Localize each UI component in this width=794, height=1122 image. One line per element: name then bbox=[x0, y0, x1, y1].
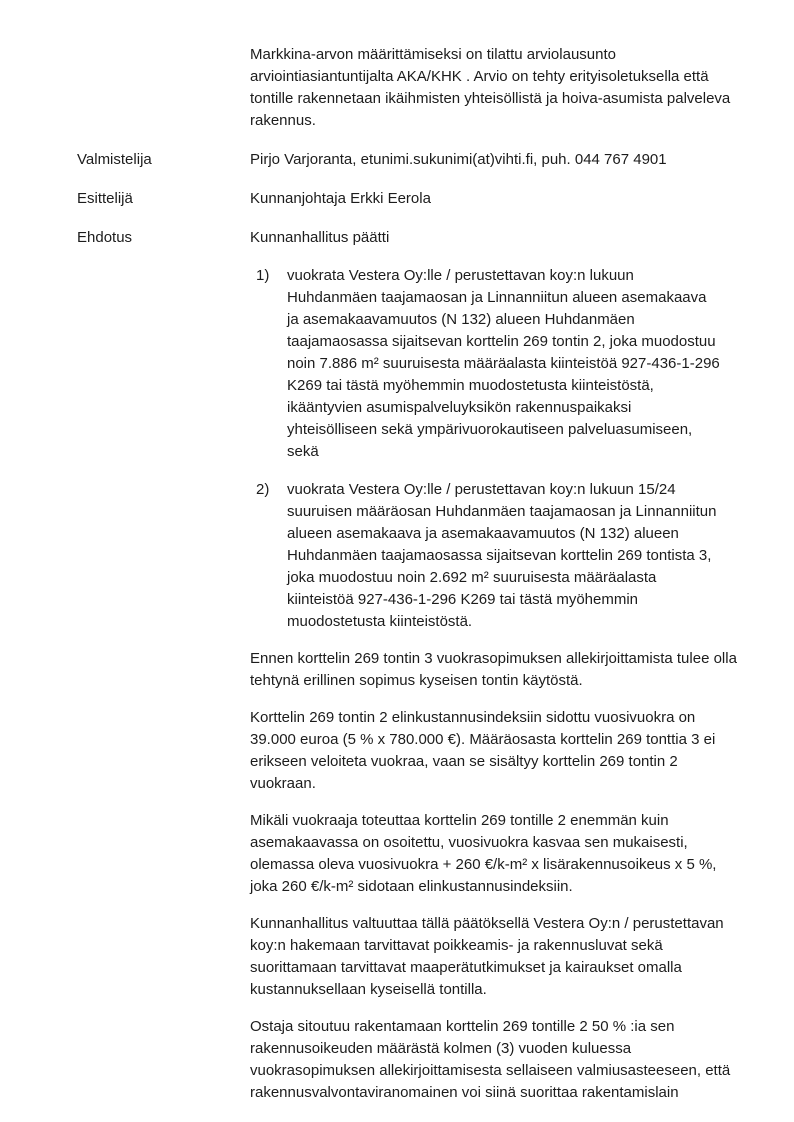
field-value-valmistelija: Pirjo Varjoranta, etunimi.sukunimi(at)vihti.fi, puh. 044 767 4901 bbox=[250, 151, 667, 168]
paragraph-rakentamisvelvoite: Ostaja sitoutuu rakentamaan korttelin 269 tontille 2 50 % :ia sen rakennusoikeuden määrästä kolmen (3) vuoden kuluessa vuokrasopimuksen allekirjoittamisesta sellaiseen valmiusasteeseen, että rakennusvalvontaviranomainen voi siinä suorittaa rakentamislain bbox=[250, 1018, 731, 1101]
paragraph-valtuutus: Kunnanhallitus valtuuttaa tällä päätöksellä Vestera Oy:n / perustettavan koy:n hakemaan tarvittavat poikkeamis- ja rakennusluvat sekä suorittamaan tarvittavat maaperätutkimukset ja kairaukset omalla kustannuksellaan kyseisellä tontilla. bbox=[250, 915, 724, 998]
paragraph-vuosivuokra: Korttelin 269 tontin 2 elinkustannusindeksiin sidottu vuosivuokra on 39.000 euroa (5 % x 780.000 €). Määräosasta korttelin 269 tonttia 3 ei erikseen veloiteta vuokraa, vaan se sisältyy korttelin 269 tontin 2 vuokraan. bbox=[250, 709, 716, 792]
field-value-ehdotus: Kunnanhallitus päätti bbox=[250, 229, 390, 246]
field-row-esittelija bbox=[0, 188, 794, 210]
paragraph-lisarakennusoikeus: Mikäli vuokraaja toteuttaa korttelin 269 tontille 2 enemmän kuin asemakaavassa on osoitettu, vuosivuokra kasvaa sen mukaisesti, olemassa oleva vuosivuokra + 260 €/k-m² x lisärakennusoikeus x 5 %, joka 260 €/k-m² sidotaan elinkustannusindeksiin. bbox=[250, 812, 717, 895]
field-row-valmistelija bbox=[0, 149, 794, 171]
field-label-valmistelija: Valmistelija bbox=[77, 151, 152, 168]
intro-paragraph: Markkina-arvon määrittämiseksi on tilattu arviolausunto arviointiasiantuntijalta AKA/KHK . Arvio on tehty erityisoletuksella että tontille rakennetaan ikäihmisten yhteisöllistä ja hoiva-asumista palveleva rakennus. bbox=[250, 46, 731, 129]
paragraph-sopimus-tontin-kaytosta: Ennen korttelin 269 tontin 3 vuokrasopimuksen allekirjoittamista tulee olla tehtynä erillinen sopimus kyseisen tontin käytöstä. bbox=[250, 650, 737, 689]
list-item-1-number: 1) bbox=[256, 267, 270, 284]
field-label-esittelija: Esittelijä bbox=[77, 190, 133, 207]
field-row-ehdotus bbox=[0, 227, 794, 249]
list-item-2-number: 2) bbox=[256, 481, 270, 498]
list-item-1 bbox=[256, 265, 794, 463]
list-item-2-text: vuokrata Vestera Oy:lle / perustettavan koy:n lukuun 15/24 suuruisen määräosan Huhdanmäen taajamaosan ja Linnanniitun alueen asemakaava ja asemakaavamuutos (N 132) alueen Huhdanmäen taajamaosassa sijaitsevan korttelin 269 tontista 3, joka muodostuu noin 2.692 m² suuruisesta määräalasta kiinteistöä 927-436-1-296 K269 tai tästä myöhemmin muodostetusta kiinteistöstä. bbox=[287, 481, 717, 630]
decision-numbered-list bbox=[0, 265, 794, 633]
list-item-2 bbox=[256, 479, 794, 633]
list-item-1-text: vuokrata Vestera Oy:lle / perustettavan koy:n lukuun Huhdanmäen taajamaosan ja Linnanniitun alueen asemakaava ja asemakaavamuutos (N 132) alueen Huhdanmäen taajamaosassa sijaitsevan korttelin 269 tontin 2, joka muodostuu noin 7.886 m² suuruisesta määräalasta kiinteistöä 927-436-1-296 K269 tai tästä myöhemmin muodostetusta kiinteistöstä, ikääntyvien asumispalveluyksikön rakennuspaikaksi yhteisölliseen sekä ympärivuorokautiseen palveluasumiseen, sekä bbox=[287, 267, 720, 460]
field-label-ehdotus: Ehdotus bbox=[77, 229, 133, 246]
field-value-esittelija: Kunnanjohtaja Erkki Eerola bbox=[250, 190, 431, 207]
